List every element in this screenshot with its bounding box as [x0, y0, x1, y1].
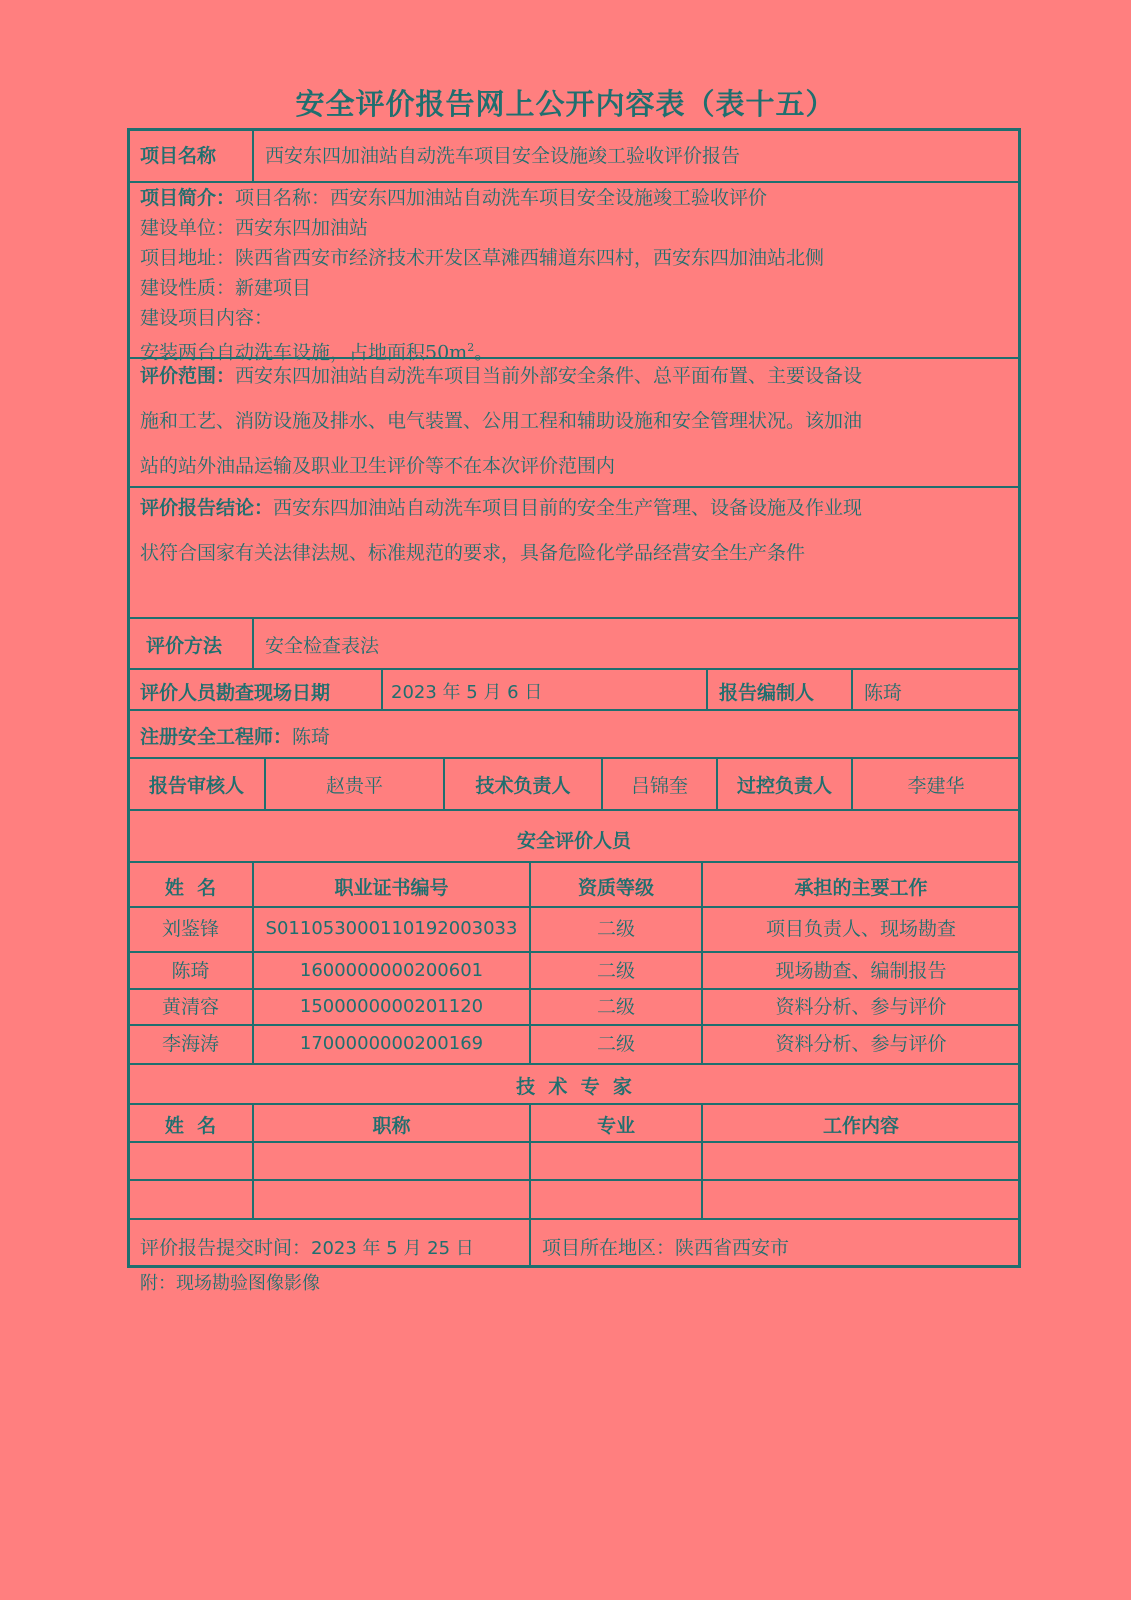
intro-content-sup: 2	[467, 341, 475, 354]
column-header: 专业	[596, 1115, 635, 1137]
evaluation-scope	[140, 358, 862, 493]
col-divider	[706, 668, 708, 710]
table-cell: 资料分析、参与评价	[775, 1033, 947, 1055]
column-header: 资质等级	[577, 877, 654, 899]
scope-line-1: 西安东四加油站自动洗车项目当前外部安全条件、总平面布置、主要设备设	[235, 365, 863, 387]
table-cell: 资料分析、参与评价	[775, 996, 947, 1018]
review-label: 报告审核人	[148, 775, 244, 797]
table-cell: 黄清容	[161, 996, 219, 1018]
submit-time	[140, 1236, 474, 1261]
process-lead-label: 过控负责人	[736, 775, 832, 797]
tech-lead-label: 技术负责人	[475, 775, 571, 797]
personnel-heading: 安全评价人员	[516, 830, 631, 852]
table-cell: 刘鉴锋	[161, 918, 219, 940]
table-cell: 陈琦	[171, 960, 210, 982]
row-divider	[127, 1218, 1021, 1220]
column-header: 承担的主要工作	[794, 877, 928, 899]
scope-label: 评价范围：	[140, 365, 236, 387]
row-divider	[127, 757, 1021, 759]
submit-time-label: 评价报告提交时间：	[140, 1237, 312, 1259]
col-divider	[381, 668, 383, 710]
process-lead-value: 李建华	[907, 775, 965, 797]
survey-date-label: 评价人员勘查现场日期	[140, 682, 331, 704]
intro-name-line: 项目名称：西安东四加油站自动洗车项目安全设施竣工验收评价	[235, 187, 768, 209]
table-cell: 1500000000201120	[299, 996, 484, 1017]
table-cell: 项目负责人、现场勘查	[765, 918, 956, 940]
column-header: 职称	[372, 1115, 411, 1137]
evaluation-conclusion	[140, 490, 862, 580]
project-intro	[140, 185, 824, 365]
column-header: 职业证书编号	[334, 877, 449, 899]
project-region	[542, 1236, 789, 1260]
scope-line-3: 站的站外油品运输及职业卫生评价等不在本次评价范围内	[140, 455, 616, 477]
tech-lead-value: 吕锦奎	[630, 775, 688, 797]
col-divider	[851, 668, 853, 710]
project-name-value: 西安东四加油站自动洗车项目安全设施竣工验收评价报告	[265, 145, 741, 167]
intro-nature-line: 建设性质：新建项目	[140, 277, 312, 299]
project-intro-label: 项目简介：	[140, 187, 236, 209]
submit-time-value: 2023 年 5 月 25 日	[311, 1238, 474, 1259]
intro-content-label: 建设项目内容：	[140, 307, 274, 329]
experts-heading: 技 术 专 家	[516, 1076, 632, 1098]
conclusion-line-1: 西安东四加油站自动洗车项目目前的安全生产管理、设备设施及作业现	[273, 497, 863, 519]
table-cell: 二级	[596, 918, 635, 940]
engineer-line	[140, 725, 330, 749]
row-divider	[127, 617, 1021, 619]
survey-date-value: 2023 年 5 月 6 日	[391, 682, 543, 703]
engineer-value: 陈琦	[292, 726, 331, 748]
project-region-value: 陕西省西安市	[675, 1237, 790, 1259]
conclusion-line-2: 状符合国家有关法律法规、标准规范的要求，具备危险化学品经营安全生产条件	[140, 542, 806, 564]
table-cell: 二级	[596, 1033, 635, 1055]
engineer-label: 注册安全工程师：	[140, 726, 293, 748]
row-divider	[127, 1179, 1021, 1181]
row-divider	[127, 1141, 1021, 1143]
project-name-label: 项目名称	[140, 145, 217, 167]
report-author-value: 陈琦	[864, 682, 903, 704]
project-region-label: 项目所在地区：	[542, 1237, 676, 1259]
method-value: 安全检查表法	[265, 635, 380, 657]
column-header: 姓 名	[164, 877, 217, 899]
scope-line-2: 施和工艺、消防设施及排水、电气装置、公用工程和辅助设施和安全管理状况。该加油	[140, 410, 863, 432]
col-divider	[529, 1218, 531, 1268]
table-cell: 1700000000200169	[299, 1033, 484, 1054]
table-cell: 二级	[596, 996, 635, 1018]
intro-unit-line: 建设单位：西安东四加油站	[140, 217, 369, 239]
row-divider	[127, 668, 1021, 670]
attachment-note: 附：现场勘验图像影像	[140, 1273, 320, 1294]
row-divider	[127, 1024, 1021, 1026]
conclusion-label: 评价报告结论：	[140, 497, 274, 519]
row-divider	[127, 951, 1021, 953]
column-header: 姓 名	[164, 1115, 217, 1137]
table-cell: 二级	[596, 960, 635, 982]
method-label: 评价方法	[146, 635, 223, 657]
row-divider	[127, 861, 1021, 863]
col-divider	[252, 128, 254, 182]
row-divider	[127, 709, 1021, 711]
page-title: 安全评价报告网上公开内容表（表十五）	[295, 87, 836, 121]
table-cell: 1600000000200601	[299, 960, 484, 981]
row-divider	[127, 988, 1021, 990]
row-divider	[127, 181, 1021, 183]
col-divider	[252, 617, 254, 669]
row-divider	[127, 1103, 1021, 1105]
table-cell: 现场勘查、编制报告	[775, 960, 947, 982]
review-value: 赵贵平	[325, 775, 383, 797]
intro-address-line: 项目地址：陕西省西安市经济技术开发区草滩西辅道东四村，西安东四加油站北侧	[140, 247, 825, 269]
column-header: 工作内容	[822, 1115, 899, 1137]
table-cell: 李海涛	[161, 1033, 219, 1055]
report-author-label: 报告编制人	[719, 682, 815, 704]
table-cell: S011053000110192003033	[265, 918, 518, 939]
row-divider	[127, 906, 1021, 908]
row-divider	[127, 809, 1021, 811]
intro-content-end: 。	[474, 341, 494, 364]
row-divider	[127, 1063, 1021, 1065]
intro-content-text: 安装两台自动洗车设施，占地面积50m	[140, 341, 468, 364]
